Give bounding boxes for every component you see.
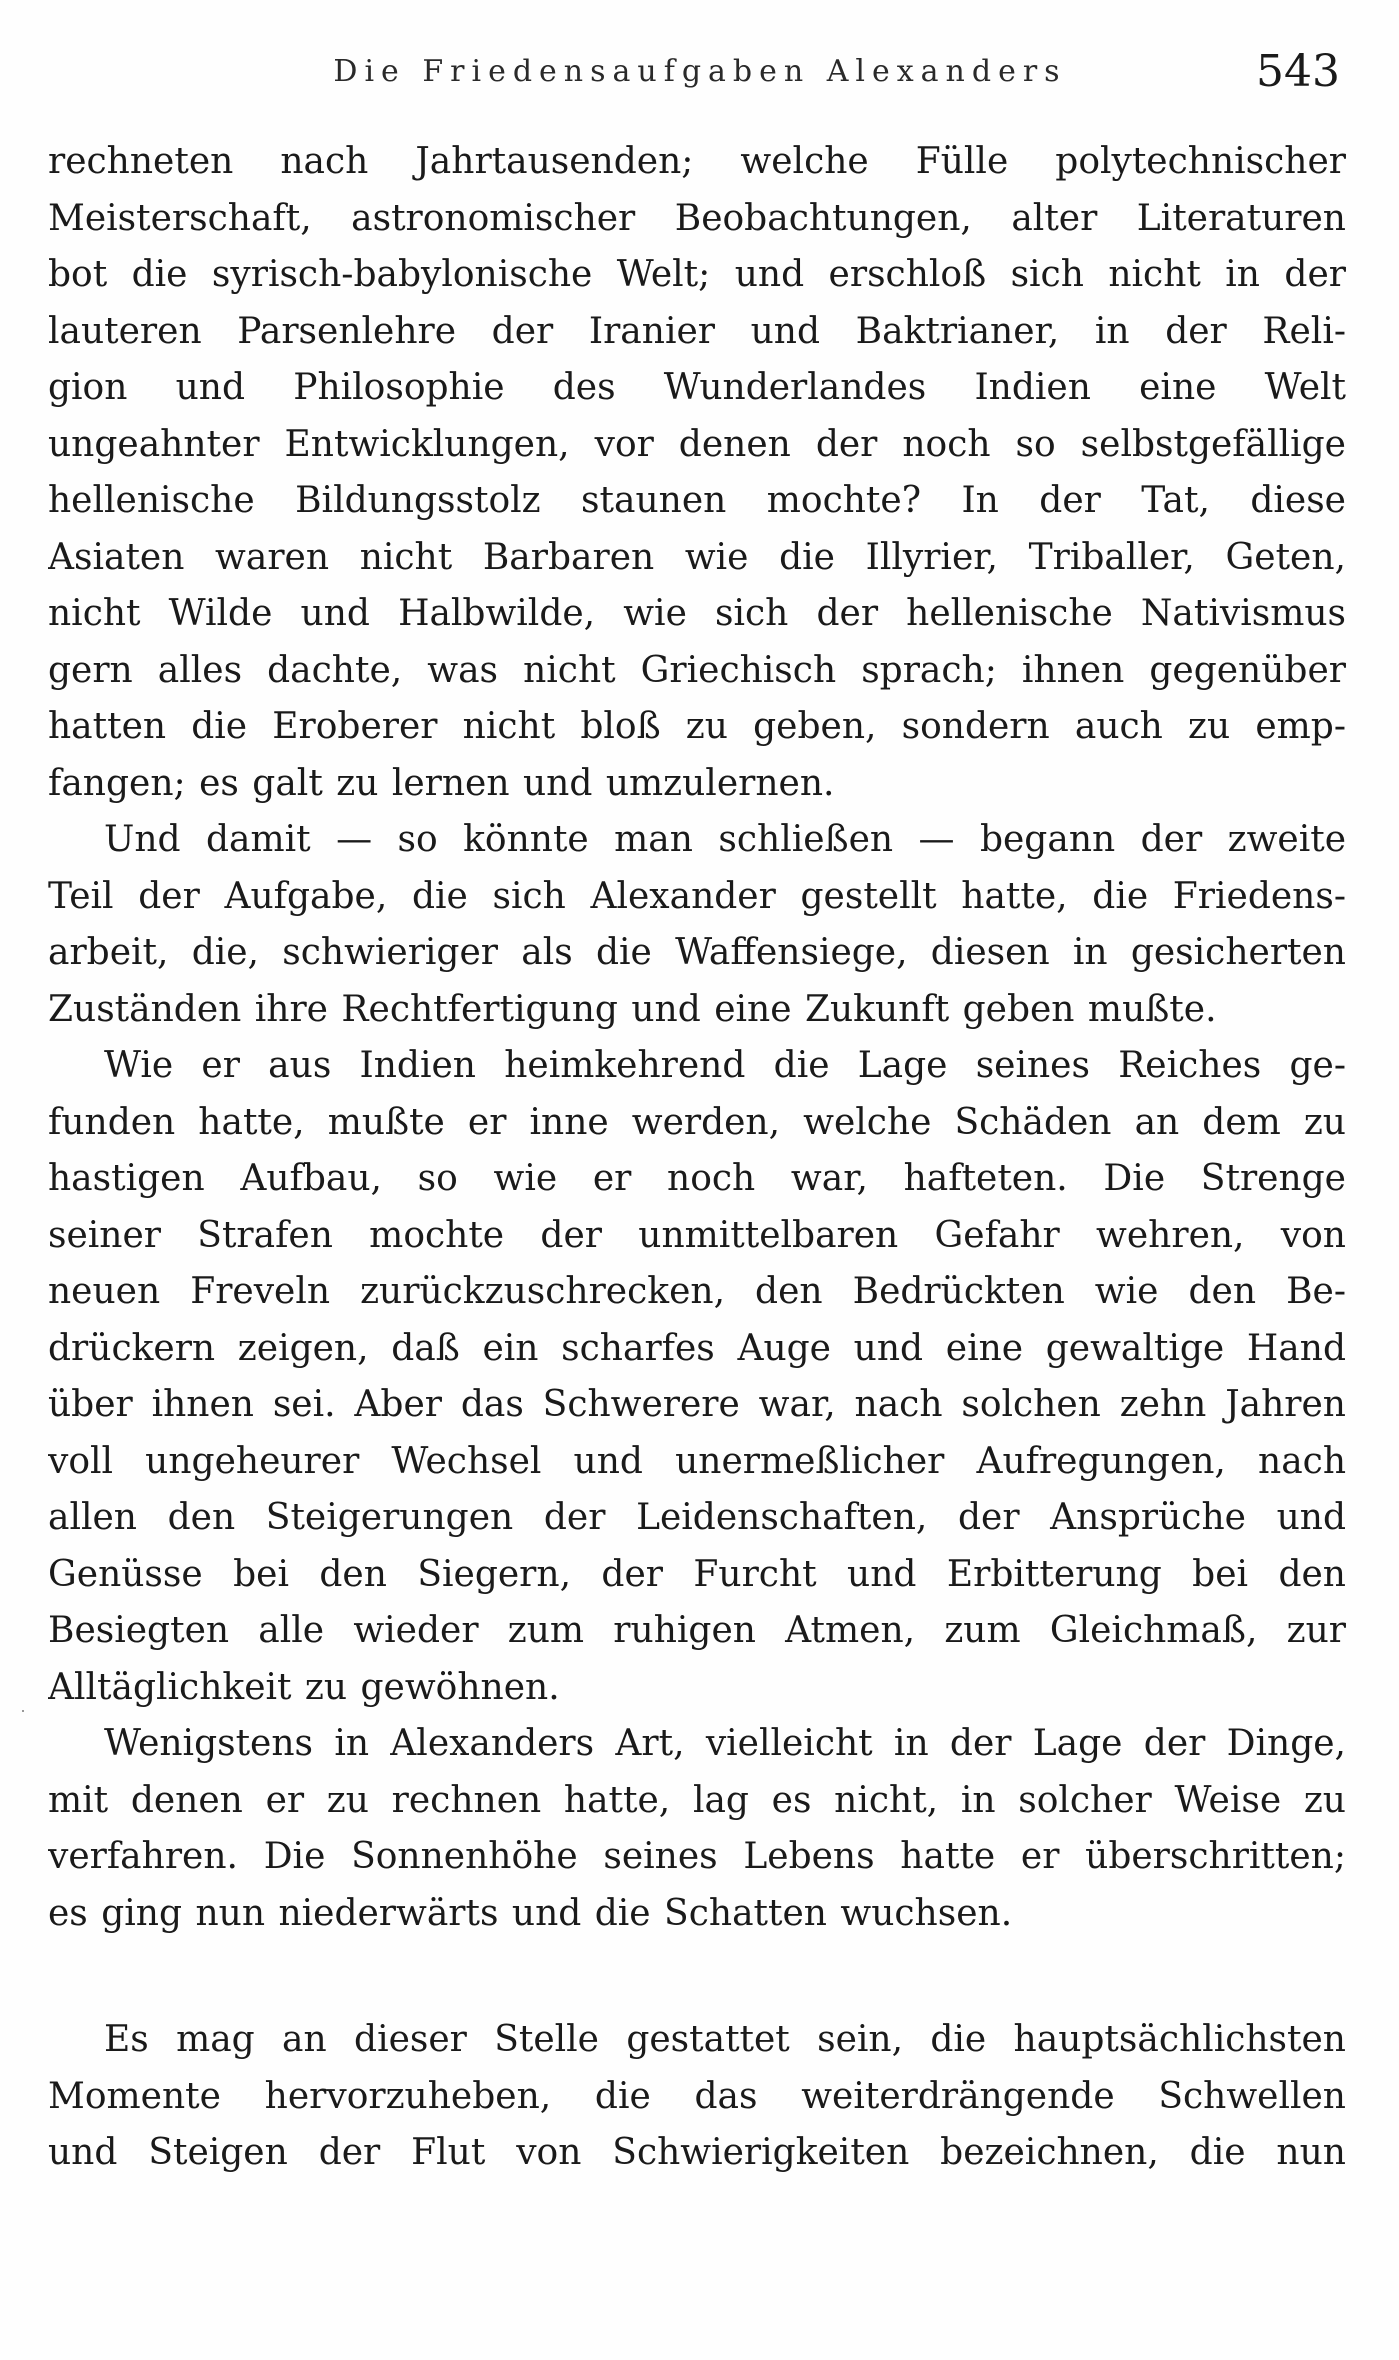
- section-gap: [48, 1942, 1346, 2012]
- text-line: ungeahnter Entwicklungen, vor denen der noch so selbstgefällige: [48, 423, 1346, 465]
- text-line: voll ungeheurer Wechsel und unermeßlicher Aufregungen, nach: [48, 1440, 1346, 1482]
- running-title: Die Friedensaufgaben Alexanders: [333, 54, 1067, 89]
- text-line: drückern zeigen, daß ein scharfes Auge und eine gewaltige Hand: [48, 1327, 1346, 1369]
- text-line: Besiegten alle wieder zum ruhigen Atmen, zum Gleichmaß, zur: [48, 1610, 1346, 1651]
- text-line: gion und Philosophie des Wunderlandes Indien eine Welt: [48, 367, 1346, 408]
- text-line: mit denen er zu rechnen hatte, lag es nicht, in solcher Weise zu: [48, 1779, 1346, 1821]
- margin-speck: [22, 1710, 24, 1712]
- text-line: und Steigen der Flut von Schwierigkeiten bezeichnen, die nun: [48, 2132, 1346, 2173]
- text-line: Und damit — so könnte man schließen — begann der zweite: [104, 819, 1346, 860]
- text-line: Teil der Aufgabe, die sich Alexander gestellt hatte, die Friedens-: [48, 875, 1346, 917]
- text-line: funden hatte, mußte er inne werden, welche Schäden an dem zu: [48, 1101, 1346, 1143]
- text-line: fangen; es galt zu lernen und umzulernen.: [48, 762, 835, 804]
- text-line: Meisterschaft, astronomischer Beobachtungen, alter Literaturen: [48, 197, 1346, 239]
- text-line: Genüsse bei den Siegern, der Furcht und Erbitterung bei den: [48, 1553, 1346, 1595]
- text-line: arbeit, die, schwieriger als die Waffensiege, diesen in gesicherten: [48, 932, 1346, 973]
- text-line: allen den Steigerungen der Leidenschaften, der Ansprüche und: [48, 1497, 1346, 1538]
- text-line: rechneten nach Jahrtausenden; welche Fülle polytechnischer: [48, 141, 1346, 182]
- page-number: 543: [1256, 46, 1340, 97]
- text-line: gern alles dachte, was nicht Griechisch sprach; ihnen gegenüber: [48, 649, 1346, 691]
- text-line: seiner Strafen mochte der unmittelbaren Gefahr wehren, von: [48, 1214, 1346, 1256]
- text-line: Alltäglichkeit zu gewöhnen.: [48, 1666, 560, 1708]
- text-line: hatten die Eroberer nicht bloß zu geben, sondern auch zu emp-: [48, 706, 1346, 747]
- text-line: lauteren Parsenlehre der Iranier und Baktrianer, in der Reli-: [48, 310, 1346, 352]
- body-text: [48, 134, 1346, 2334]
- text-line: Wenigstens in Alexanders Art, vielleicht in der Lage der Dinge,: [104, 1723, 1346, 1764]
- text-line: es ging nun niederwärts und die Schatten wuchsen.: [48, 1892, 1013, 1934]
- text-line: über ihnen sei. Aber das Schwerere war, nach solchen zehn Jahren: [48, 1384, 1346, 1425]
- text-line: bot die syrisch-babylonische Welt; und erschloß sich nicht in der: [48, 254, 1346, 295]
- text-line: verfahren. Die Sonnenhöhe seines Lebens hatte er überschritten;: [48, 1836, 1346, 1877]
- text-line: hellenische Bildungsstolz staunen mochte? In der Tat, diese: [48, 480, 1346, 521]
- text-line: Wie er aus Indien heimkehrend die Lage seines Reiches ge-: [104, 1045, 1346, 1086]
- text-line: neuen Freveln zurückzuschrecken, den Bedrückten wie den Be-: [48, 1271, 1346, 1312]
- text-line: hastigen Aufbau, so wie er noch war, hafteten. Die Strenge: [48, 1158, 1346, 1199]
- text-line: Zuständen ihre Rechtfertigung und eine Zukunft geben mußte.: [48, 988, 1217, 1030]
- text-line: Es mag an dieser Stelle gestattet sein, die hauptsächlichsten: [104, 2019, 1346, 2060]
- text-line: Asiaten waren nicht Barbaren wie die Illyrier, Triballer, Geten,: [48, 536, 1346, 578]
- running-head: [60, 46, 1340, 96]
- text-line: Momente hervorzuheben, die das weiterdrängende Schwellen: [48, 2075, 1346, 2117]
- text-line: nicht Wilde und Halbwilde, wie sich der hellenische Nativismus: [48, 593, 1346, 634]
